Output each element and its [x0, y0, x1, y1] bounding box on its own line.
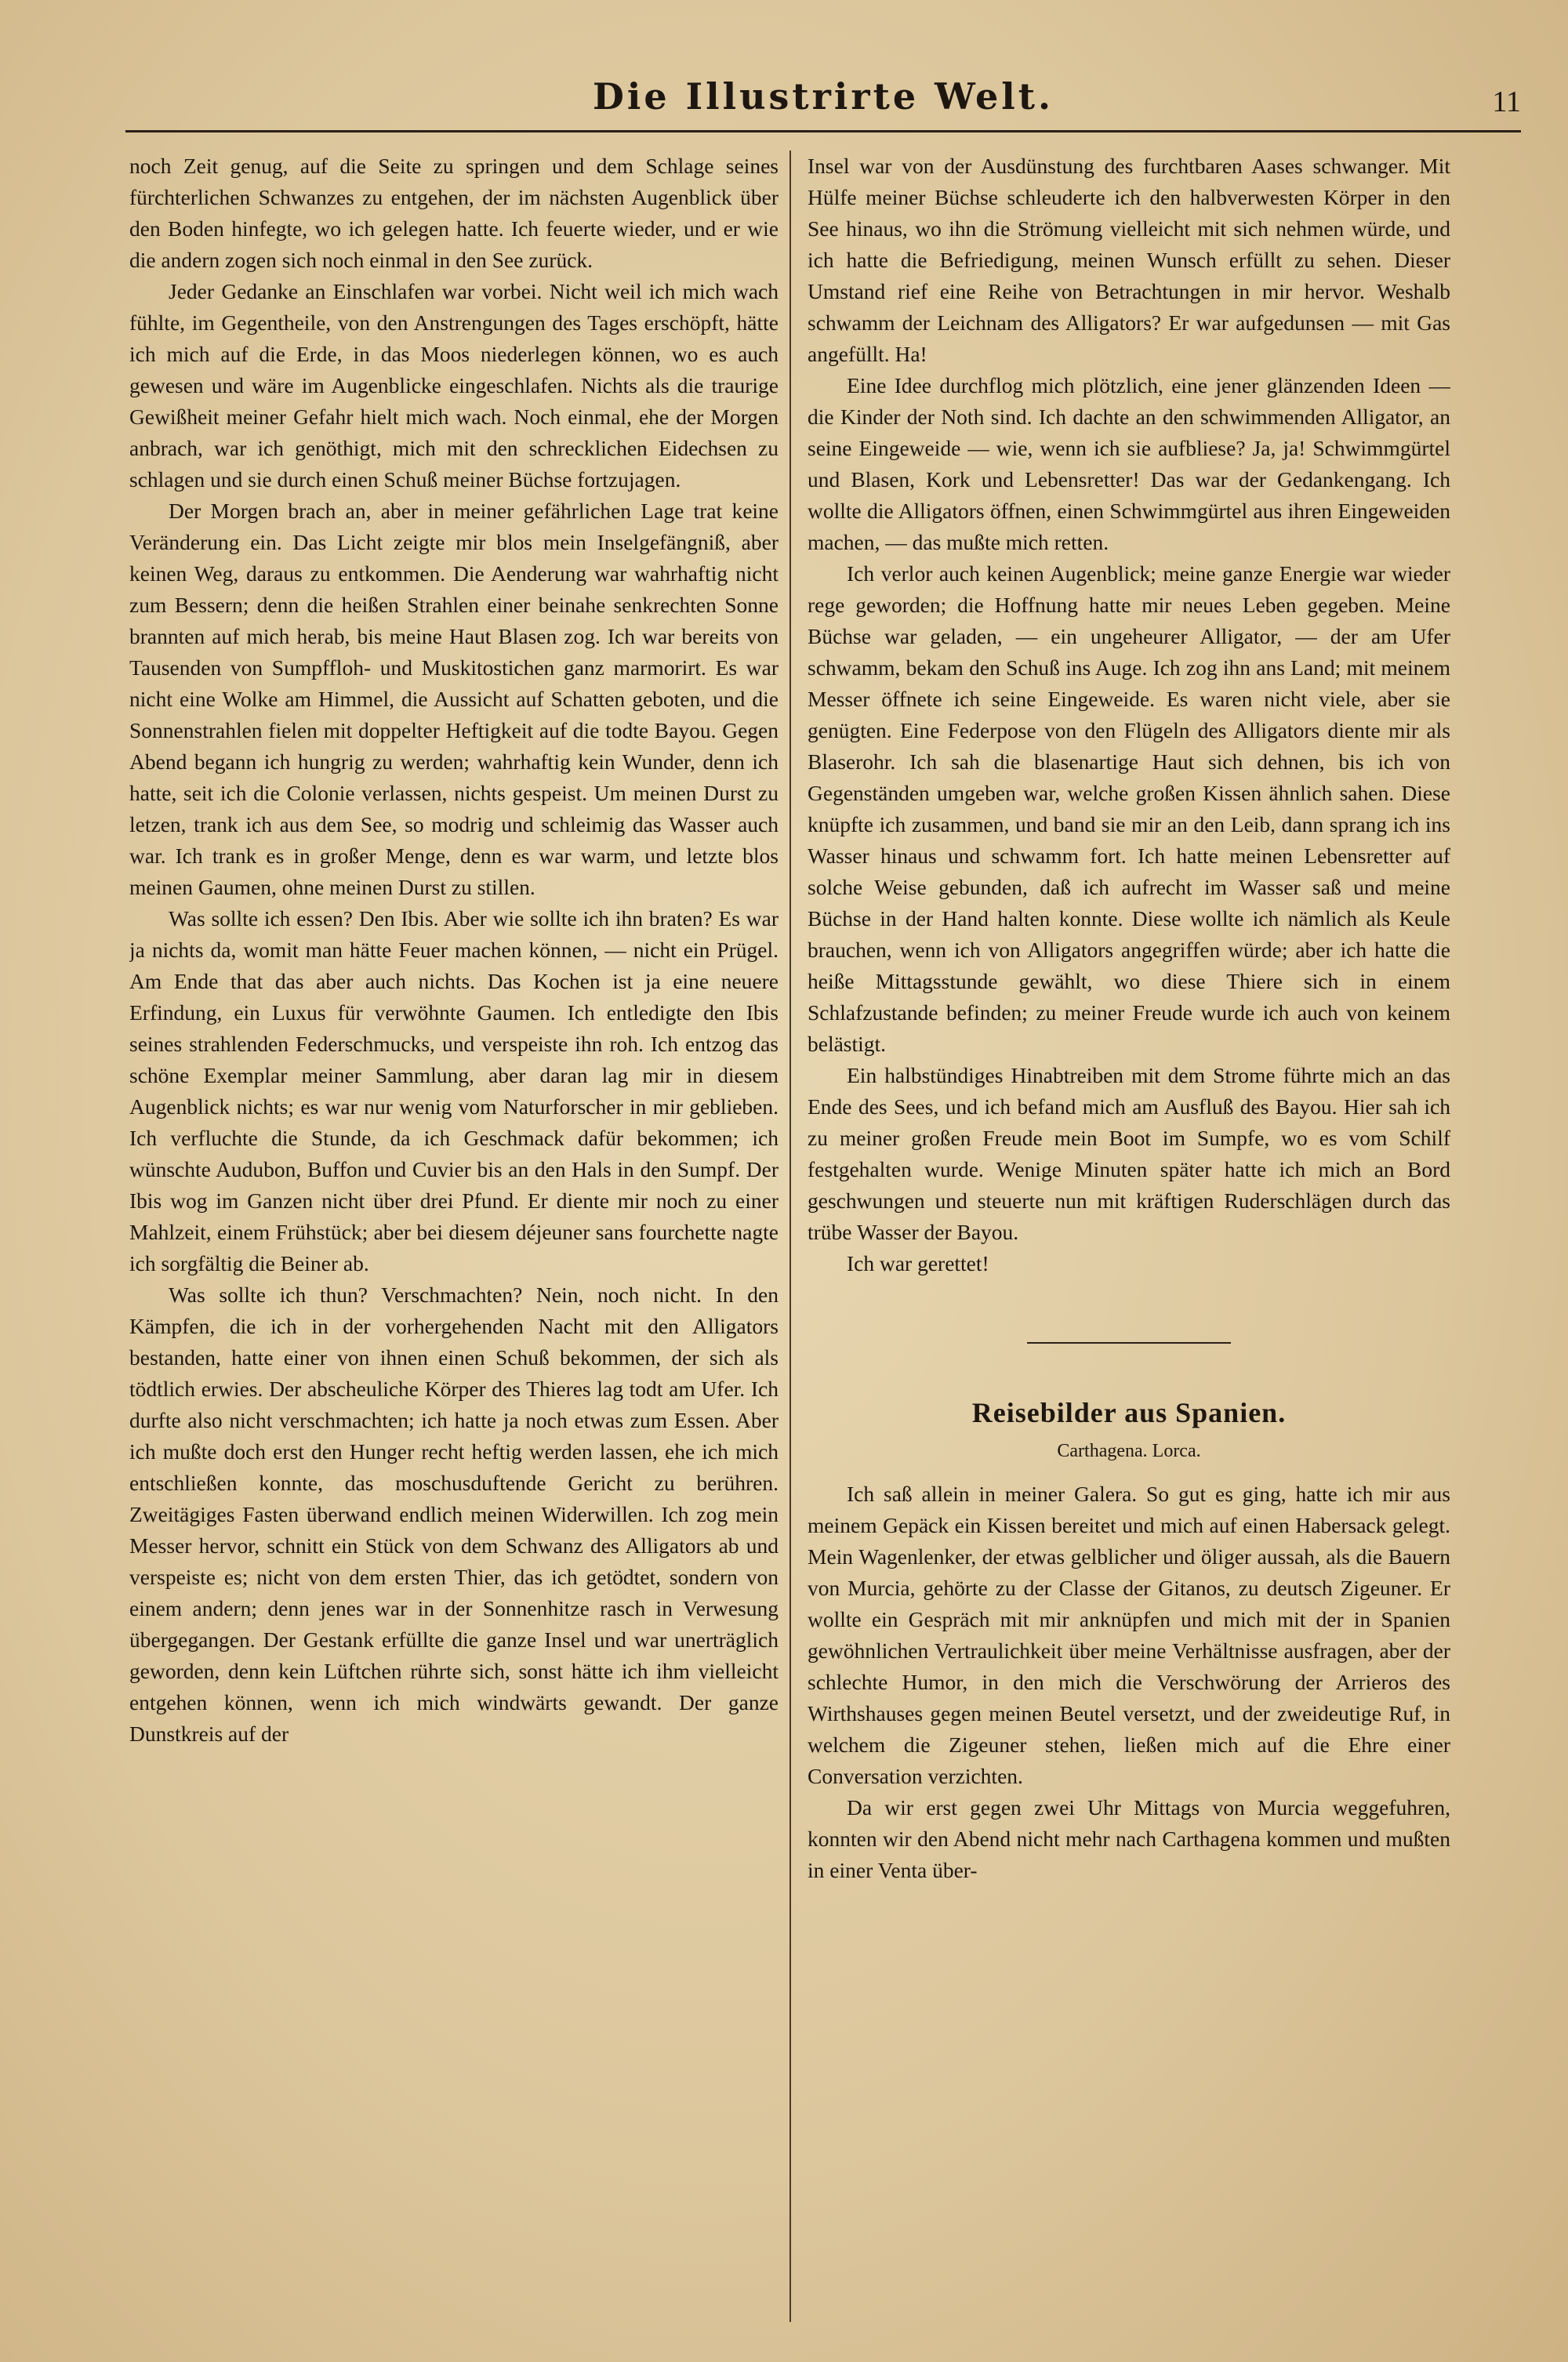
header-rule — [125, 130, 1521, 132]
column-divider — [789, 151, 791, 2322]
publication-title: Die Illustrirte Welt. — [592, 75, 1054, 118]
section-separator — [1027, 1342, 1231, 1344]
paragraph: Jeder Gedanke an Einschlafen war vorbei. Nicht weil ich mich wach fühlte, im Gegentheile, von den Anstrengungen des Tages erschöpft, hätte ich mich auf die Erde, in das Moos niederlegen können, wo es auch gewesen und wäre im Augenblicke eingeschlafen. Nichts als die traurige Gewißheit meiner Gefahr hielt mich wach. Noch einmal, ehe der Morgen anbrach, war ich genöthigt, mich mit den schrecklichen Eidechsen zu schlagen und sie durch einen Schuß meiner Büchse fortzujagen. — [129, 279, 779, 492]
paragraph: noch Zeit genug, auf die Seite zu springen und dem Schlage seines fürchterlichen Schwanzes zu entgehen, der im nächsten Augenblick über den Boden hinfegte, wo ich gelegen hatte. Ich feuerte wieder, und er wie die andern zogen sich noch einmal in den See zurück. — [129, 154, 779, 272]
paragraph: Eine Idee durchflog mich plötzlich, eine jener glänzenden Ideen — die Kinder der Noth sind. Ich dachte an den schwimmenden Alligator, an seine Eingeweide — wie, wenn ich sie aufbliese? Ja, ja! Schwimmgürtel und Blasen, Kork und Lebensretter! Das war der Gedankengang. Ich wollte die Alligators öffnen, einen Schwimmgürtel aus ihren Eingeweiden machen, — das mußte mich retten. — [808, 373, 1450, 554]
paragraph: Ich war gerettet! — [847, 1251, 989, 1275]
right-column — [808, 151, 1450, 2346]
paragraph: Ich saß allein in meiner Galera. So gut es ging, hatte ich mir aus meinem Gepäck ein Kissen bereitet und mich auf einen Habersack gelegt. Mein Wagenlenker, der etwas gelblicher und öliger aussah, als die Bauern von Murcia, gehörte zu der Classe der Gitanos, zu deutsch Zigeuner. Er wollte ein Gespräch mit mir anknüpfen und mich mit der in Spanien gewöhnlichen Vertraulichkeit über meine Verhältnisse ausfragen, aber der schlechte Humor, in den mich die Verschwörung der Arrieros des Wirthshauses gegen meinen Beutel versetzt, und der zweideutige Ruf, in welchem die Zigeuner stehen, ließen mich auf die Ehre einer Conversation verzichten. — [808, 1482, 1450, 1788]
paragraph: Was sollte ich thun? Verschmachten? Nein, noch nicht. In den Kämpfen, die ich in der vorhergehenden Nacht mit den Alligators bestanden, hatte einer von ihnen einen Schuß bekommen, der sich als tödtlich erwies. Der abscheuliche Körper des Thieres lag todt am Ufer. Ich durfte also nicht verschmachten; ich hatte ja noch etwas zum Essen. Aber ich mußte doch erst den Hunger recht heftig werden lassen, ehe ich mich entschließen konnte, das moschusduftende Gericht zu berühren. Zweitägiges Fasten überwand endlich meinen Widerwillen. Ich zog mein Messer hervor, schnitt ein Stück von dem Schwanz des Alligators ab und verspeiste es; nicht von dem ersten Thier, das ich getödtet, sondern von einem andern; denn jenes war in der Sonnenhitze rasch in Verwesung übergegangen. Der Gestank erfüllte die ganze Insel und war unerträglich geworden, denn kein Lüftchen rührte sich, sonst hätte ich ihm vielleicht entgehen können, wenn ich mich windwärts gewandt. Der ganze Dunstkreis auf der — [129, 1283, 779, 1746]
paragraph: Was sollte ich essen? Den Ibis. Aber wie sollte ich ihn braten? Es war ja nichts da, womit man hätte Feuer machen können, — nicht ein Prügel. Am Ende that das aber auch nichts. Das Kochen ist ja eine neuere Erfindung, ein Luxus für verwöhnte Gaumen. Ich entledigte den Ibis seines strahlenden Federschmucks, und verspeiste ihn roh. Ich entzog das schöne Exemplar meiner Sammlung, aber daran lag mir in diesem Augenblick nichts; es war nur wenig vom Naturforscher in mir geblieben. Ich verfluchte die Stunde, da ich Geschmack dafür bekommen; ich wünschte Audubon, Buffon und Cuvier bis an den Hals in den Sumpf. Der Ibis wog im Ganzen nicht über drei Pfund. Er diente mir noch zu einer Mahlzeit, einem Frühstück; aber bei diesem déjeuner sans fourchette nagte ich sorgfältig die Beiner ab. — [129, 906, 779, 1275]
left-column — [129, 151, 779, 2346]
page-header — [125, 71, 1521, 127]
section-subtitle: Carthagena. Lorca. — [1057, 1441, 1201, 1461]
section-title: Reisebilder aus Spanien. — [971, 1397, 1287, 1428]
paragraph: Ein halbstündiges Hinabtreiben mit dem Strome führte mich an das Ende des Sees, und ich befand mich am Ausfluß des Bayou. Hier sah ich zu meiner großen Freude mein Boot im Sumpfe, wo es vom Schilf festgehalten wurde. Wenige Minuten später hatte ich mich an Bord geschwungen und steuerte nun mit kräftigen Ruderschlägen durch das trübe Wasser der Bayou. — [808, 1063, 1450, 1244]
paragraph: Insel war von der Ausdünstung des furchtbaren Aases schwanger. Mit Hülfe meiner Büchse schleuderte ich den halbverwesten Körper in den See hinaus, wo ihn die Strömung vielleicht mit sich nehmen würde, und ich hatte die Befriedigung, meinen Wunsch erfüllt zu sehen. Dieser Umstand rief eine Reihe von Betrachtungen in mir hervor. Weshalb schwamm der Leichnam des Alligators? Er war aufgedunsen — mit Gas angefüllt. Ha! — [808, 154, 1450, 366]
paragraph: Da wir erst gegen zwei Uhr Mittags von Murcia weggefuhren, konnten wir den Abend nicht mehr nach Carthagena kommen und mußten in einer Venta über- — [808, 1795, 1450, 1882]
page-number: 11 — [1492, 85, 1521, 118]
paragraph: Der Morgen brach an, aber in meiner gefährlichen Lage trat keine Veränderung ein. Das Licht zeigte mir blos mein Inselgefängniß, aber keinen Weg, daraus zu entkommen. Die Aenderung war wahrhaftig nicht zum Bessern; denn die heißen Strahlen einer beinahe senkrechten Sonne brannten auf mich herab, bis meine Haut Blasen zog. Ich war bereits von Tausenden von Sumpffloh- und Muskitostichen ganz marmorirt. Es war nicht eine Wolke am Himmel, die Aussicht auf Schatten geboten, und die Sonnenstrahlen fielen mit doppelter Heftigkeit auf die todte Bayou. Gegen Abend begann ich hungrig zu werden; wahrhaftig kein Wunder, denn ich hatte, seit ich die Colonie verlassen, nichts gespeist. Um meinen Durst zu letzen, trank ich aus dem See, so modrig und schleimig das Wasser auch war. Ich trank es in großer Menge, denn es war warm, und letzte blos meinen Gaumen, ohne meinen Durst zu stillen. — [129, 499, 779, 899]
paragraph: Ich verlor auch keinen Augenblick; meine ganze Energie war wieder rege geworden; die Hoffnung hatte mir neues Leben gegeben. Meine Büchse war geladen, — ein ungeheurer Alligator, — der am Ufer schwamm, bekam den Schuß ins Auge. Ich zog ihn ans Land; mit meinem Messer öffnete ich seine Eingeweide. Es waren nicht viele, aber sie genügten. Eine Federpose von den Flügeln des Alligators diente mir als Blaserohr. Ich sah die blasenartige Haut sich dehnen, bis ich von Gegenständen umgeben war, welche großen Kissen ähnlich sahen. Diese knüpfte ich zusammen, und band sie mir an den Leib, dann sprang ich ins Wasser hinaus und schwamm fort. Ich hatte meinen Lebensretter auf solche Weise gebunden, daß ich aufrecht im Wasser saß und meine Büchse in der Hand halten konnte. Diese wollte ich nämlich als Keule brauchen, wenn ich von Alligators angegriffen würde; aber ich hatte die heiße Mittagsstunde gewählt, wo diese Thiere sich in einem Schlafzustande befinden; zu meiner Freude wurde ich auch von keinem belästigt. — [808, 561, 1450, 1056]
